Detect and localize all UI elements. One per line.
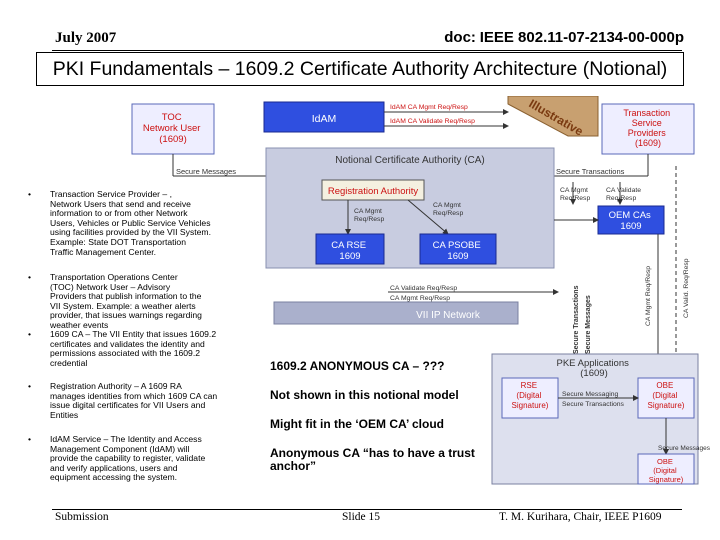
footer-slide-number: Slide 15 [342,511,381,523]
tsp-line: Providers [627,128,666,138]
ca-mgmt-ra-right [433,202,463,217]
ca-rse-line: 1609 [339,251,361,262]
obe-line: OBE [656,381,674,390]
ca-mgmt-tsp [560,187,590,202]
obe-line: (Digital [652,391,678,400]
vii-ip-label: VII IP Network [416,310,480,321]
bullet-dot: • [28,272,32,282]
bullet-dot: • [28,434,32,444]
footer-rule [52,509,682,510]
ca-rse-line: CA RSE [331,240,367,251]
ca-mgmt-tsp-line: CA Mgmt [560,187,588,194]
ca-validate-tsp-line: Req/Resp [606,195,637,202]
illustrative-text: Illustrative [526,96,586,139]
rse-line: (Digital [516,391,542,400]
header-doc-prefix: doc: [444,29,476,46]
header-doc-id [444,29,684,47]
secure-messages-vert-line: Secure Messages [658,445,710,452]
tsp-line: Transaction [623,108,671,118]
secure-messaging-label: Secure Messaging [562,391,619,398]
ca-mgmt-ra-right-line: CA Mgmt [433,202,461,209]
vii-ip-panel [274,302,518,324]
ca-mgmt-tsp-line: Req/Resp [560,195,591,202]
ca-validate-tsp [606,187,643,202]
header-rule [52,50,682,51]
ca-mgmt-vert-label: CA Mgmt Req/Resp [645,265,652,326]
obe2-line: Signature) [648,475,684,484]
idam-req1-label: IdAM CA Mgmt Req/Resp [390,104,468,111]
toc-line: Network User [142,123,201,134]
oem-ca-line: OEM CAs [608,210,651,221]
nca-panel [266,148,554,268]
obe2-line: (Digital [653,466,677,475]
rse-line: RSE [520,381,538,390]
footer-left: Submission [55,511,109,523]
ca-validate-tsp-line: CA Validate [606,187,642,194]
rse-line: Signature) [511,401,549,410]
bullet-text: 1609 CA – The VII Entity that issues 1609.2 certificates and validates the identity and permissions associated with the 1609.2 credential [50,329,217,368]
ca-psobe-line: CA PSOBE [432,240,481,251]
ca-validate-low-label: CA Validate Req/Resp [390,285,458,292]
pke-line: PKE Applications [556,358,629,369]
ra-label: Registration Authority [327,186,419,197]
ca-mgmt-ra-left-line: CA Mgmt [354,208,382,215]
ca-mgmt-ra-right-line: Req/Resp [433,210,464,217]
header-date: July 2007 [55,30,117,46]
slide-title: PKI Fundamentals – 1609.2 Certificate Authority Architecture (Notional) [36,52,684,86]
illustrative-stamp [508,96,598,139]
ca-mgmt-ra-left [354,208,384,223]
bullet-dot: • [28,189,32,199]
nca-title: Notional Certificate Authority (CA) [335,155,485,166]
secure-transactions-h-label: Secure Transactions [562,401,624,408]
obe-line: Signature) [647,401,685,410]
secure-transactions-label: Secure Transactions [556,167,625,176]
tsp-line: Service [631,118,662,128]
ca-mgmt-ra-left-line: Req/Resp [354,216,385,223]
bullet-dot: • [28,329,32,339]
ca-architecture-diagram [128,96,710,500]
oem-ca-line: 1609 [620,221,642,232]
obe2-line: OBE [657,457,673,466]
might-fit-note: Might fit in the ‘OEM CA’ cloud [270,417,444,431]
not-shown-note: Not shown in this notional model [270,388,459,402]
bullet-text: Transportation Operations Center (TOC) Network User – Advisory Providers that publish information to the VII System. Example: a weather alerts provider, that issues warnings regarding weather events [50,272,202,330]
pke-line: (1609) [580,368,608,379]
bullet-text: IdAM Service – The Identity and Access Management Component (IdAM) will provide the capability to register, validate and verify applications, users and equipment accessing the system. [50,434,206,483]
ca-psobe-line: 1609 [447,251,469,262]
ca-validate-vert-label: CA Valid. Req/Resp [683,258,690,318]
secure-messages-vert [658,445,710,452]
secure-transactions-vert-label: Secure Transactions [573,285,580,354]
anon-ca-title: 1609.2 ANONYMOUS CA – ??? [270,359,445,373]
tsp-line: (1609) [634,138,662,148]
footer-right: T. M. Kurihara, Chair, IEEE P1609 [499,511,662,523]
ca-mgmt-low1-label: CA Mgmt Req/Resp [390,295,451,302]
secure-messages-vert-label: Secure Messages [585,295,592,354]
anon-quote-note: Anonymous CA “has to have a trust anchor” [270,446,475,473]
header-doc-number: IEEE 802.11-07-2134-00-000p [479,29,684,46]
bullet-text: Transaction Service Provider – , Network Users that send and receive information to or from other Network Users, Vehicles or Public Service Vehicles using facilities provided by the VII System. Example: State DOT Transportation Traffic Management Center. [50,189,211,257]
toc-line: TOC [161,112,182,123]
bullet-dot: • [28,381,32,391]
bullet-text: Registration Authority – A 1609 RA manages identities from which 1609 CA can issue digital certificates for VII Users and Entities [50,381,218,420]
idam-req2-label: IdAM CA Validate Req/Resp [390,118,475,125]
idam-label: IdAM [311,113,337,125]
secure-messages-label: Secure Messages [176,167,237,176]
toc-line: (1609) [159,134,187,145]
